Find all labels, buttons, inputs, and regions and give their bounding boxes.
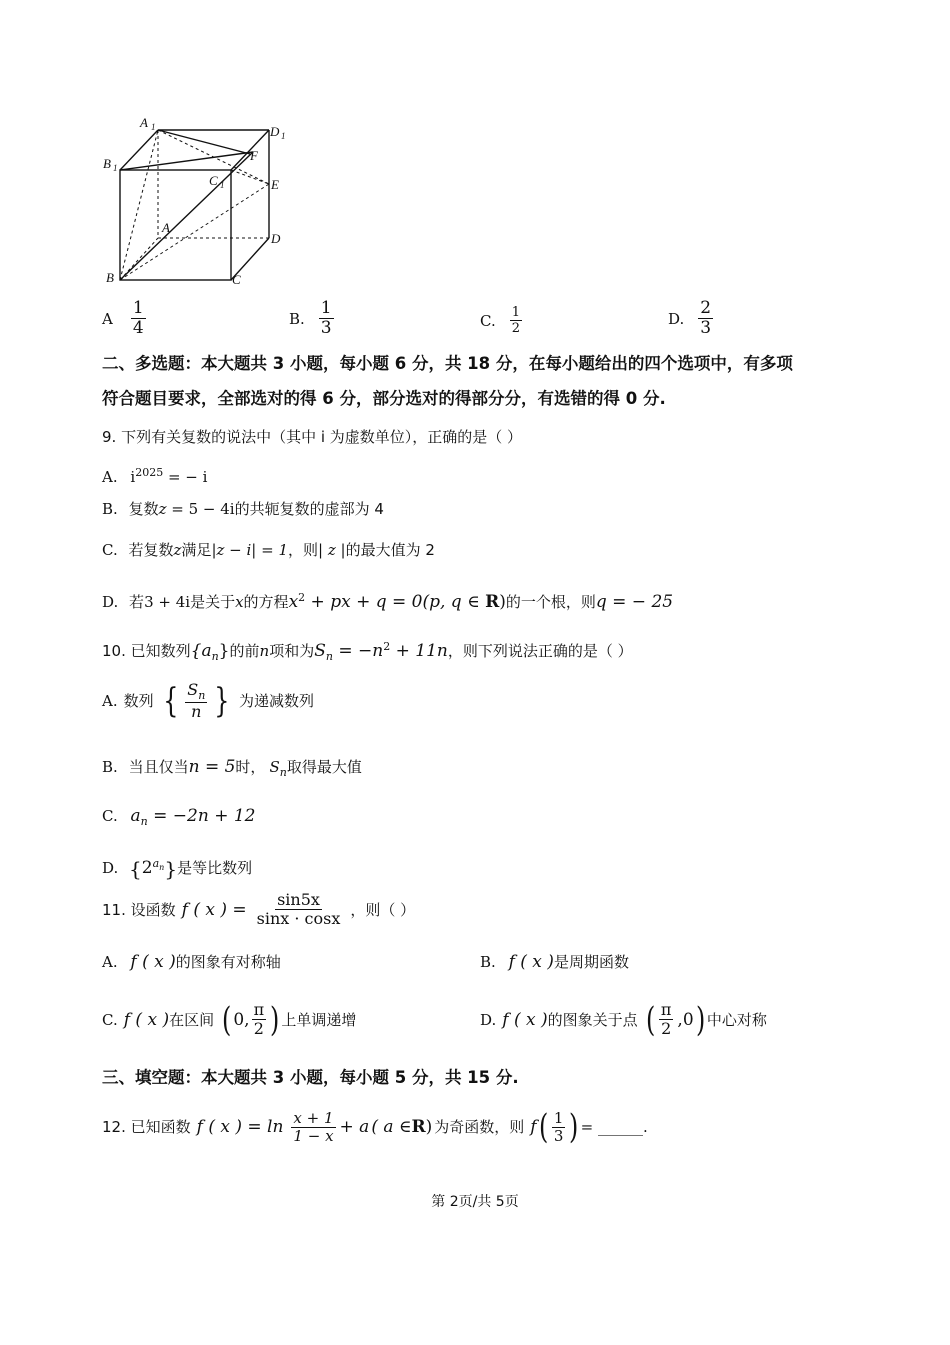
math-fraction: $\frac{1}{3}$ (553, 1108, 564, 1145)
text: 是等比数列 (177, 859, 253, 877)
text: 若 (129, 593, 145, 611)
text: 项和为 (269, 642, 315, 660)
text: 是周期函数 (553, 953, 629, 971)
math-rest: = − i (163, 468, 208, 486)
math-expr: f ( x ) (508, 952, 554, 972)
math-expr: 0, (233, 1009, 250, 1030)
math-sub: n (279, 766, 287, 779)
math-var: f (530, 1117, 537, 1137)
option-label: D. (102, 593, 119, 611)
label-B1-sub: 1 (113, 163, 118, 173)
math-expr: f ( x ) = ln (196, 1117, 284, 1137)
math-expr: f ( x ) (502, 1009, 548, 1030)
q10-option-c[interactable] (102, 806, 255, 832)
q9-stem: 9. 下列有关复数的说法中（其中 i 为虚数单位），正确的是（ ） (102, 428, 523, 446)
math-expr: + 11n (390, 641, 448, 661)
section2-line1: 二、多选题：本大题共 3 小题，每小题 6 分，共 18 分，在每小题给出的四个选项中，有多项 (102, 354, 793, 373)
option-label: B. (289, 309, 305, 328)
math-base: i (130, 468, 136, 486)
math-base: 2 (141, 858, 153, 878)
q11-option-c[interactable]: C. f ( x ) 在区间 ( 0, $\frac{\pi}{2}$ ) 上单调递增 (102, 999, 357, 1040)
cube-figure (98, 112, 298, 290)
text: 在区间 (169, 1010, 215, 1029)
label-D: D (271, 231, 281, 246)
text: 10. 已知数列 (102, 642, 191, 660)
q11-option-d[interactable]: D. f ( x ) 的图象关于点 ( $\frac{\pi}{2}$ ,0 ) 中心对称 (480, 999, 767, 1040)
label-F: F (250, 148, 258, 163)
math-expr: } (218, 641, 230, 661)
math-expr: ) (425, 1117, 433, 1137)
section2-line2: 符合题目要求，全部选对的得 6 分，部分选对的得部分分，有选错的得 0 分. (102, 389, 666, 408)
q12-stem: 12. 已知函数 f ( x ) = ln $\frac{x + 1}{1 - x}$ + a ( a ∈ R ) 为奇函数，则 f ( $\frac{1}{3}$ ) = ______. (102, 1107, 648, 1147)
option-label: B. (480, 953, 496, 971)
text: 满足 (181, 541, 212, 559)
math-expr: |z − i| = 1 (211, 541, 288, 559)
label-B: B (106, 270, 114, 285)
math-var: S (314, 641, 326, 661)
label-A1: A (140, 115, 148, 130)
math-exponent: a (152, 857, 160, 870)
math-expr: 3 + 4i (144, 593, 191, 611)
math-expr: = −2n + 12 (147, 806, 256, 826)
answer-blank[interactable]: = ______. (580, 1118, 648, 1136)
text: 的最大值为 2 (345, 541, 435, 559)
option-label: A. (102, 953, 118, 971)
page-footer: 第 2页/共 5页 (431, 1194, 519, 1210)
math-var: S (269, 758, 280, 776)
math-expr: | z | (318, 541, 346, 559)
q10-option-a[interactable]: A. 数列 { $\frac{S_n}{n}$ } 为递减数列 (102, 680, 314, 722)
label-B1: B (103, 156, 111, 171)
section3-title: 三、填空题：本大题共 3 小题，每小题 5 分，共 15 分. (102, 1068, 519, 1087)
math-var: a (130, 806, 141, 826)
math-exponent: 2 (298, 591, 306, 604)
math-var: x (288, 592, 299, 612)
text: 的图象有对称轴 (175, 953, 281, 971)
q9-option-b[interactable] (102, 499, 384, 519)
math-exponent: 2 (383, 640, 391, 653)
text: 取得最大值 (286, 758, 362, 776)
option-label: A. (102, 468, 118, 486)
option-fraction: $\frac{1}{4}$ (132, 298, 144, 338)
label-A1-sub: 1 (151, 122, 156, 132)
math-expr: = 5 − 4i (166, 500, 235, 518)
math-sub: n (140, 815, 148, 828)
math-expr: ) (499, 592, 506, 612)
label-D1-sub: 1 (281, 131, 286, 141)
math-var: z (173, 541, 182, 559)
math-expr: + a (339, 1117, 370, 1137)
math-expr: = −n (332, 641, 384, 661)
label-C1-sub: 1 (220, 180, 225, 190)
text: ，则（ ） (350, 900, 416, 919)
q11-stem (102, 892, 415, 927)
math-fraction: $\frac{S_n}{n}$ (187, 680, 206, 722)
math-set: R (411, 1117, 426, 1137)
q8-option-a[interactable] (102, 300, 148, 337)
text: 为奇函数，则 (434, 1118, 525, 1136)
label-A: A (162, 220, 170, 235)
text: 的方程 (243, 593, 289, 611)
option-label: C. (102, 541, 118, 559)
math-set: R (485, 592, 500, 612)
option-label: D. (102, 859, 119, 877)
text: ，则下列说法正确的是（ ） (447, 642, 633, 660)
math-exponent: 2025 (135, 466, 164, 479)
option-fraction: $\frac{1}{3}$ (320, 298, 332, 338)
text: 上单调递增 (281, 1010, 357, 1029)
math-expr: n = 5 (188, 757, 236, 777)
math-var: n (259, 642, 270, 660)
text: 的前 (229, 642, 260, 660)
math-fraction: $\frac{x + 1}{1 - x}$ (293, 1108, 334, 1145)
text: 的图象关于点 (547, 1010, 638, 1029)
text: 11. 设函数 (102, 900, 176, 919)
text: 12. 已知函数 (102, 1118, 191, 1136)
math-sub: n (325, 650, 333, 663)
math-var: x (235, 593, 244, 611)
option-label: C. (102, 1010, 118, 1029)
option-label: D. (480, 1010, 497, 1029)
text: 当且仅当 (128, 758, 189, 776)
label-D1: D (270, 124, 280, 139)
q10-option-d[interactable]: D. $\{2^{a_n}\}$是等比数列 (102, 857, 253, 881)
option-label: B. (102, 500, 118, 518)
option-fraction: $\frac{2}{3}$ (700, 298, 712, 338)
math-expr: f ( x ) (130, 952, 176, 972)
text: 数列 (123, 692, 154, 711)
text: 复数 (128, 500, 159, 518)
math-expr: ( a ∈ (371, 1117, 412, 1137)
math-fraction: $\frac{\pi}{2}$ (253, 1000, 265, 1038)
text: 若复数 (128, 541, 174, 559)
q11-option-a[interactable] (102, 952, 281, 972)
math-expr: f ( x ) = (181, 899, 247, 920)
option-label: A. (102, 692, 118, 711)
option-label: D. (668, 309, 685, 328)
option-label: A (102, 309, 113, 328)
label-C: C (232, 272, 241, 287)
text: 是关于 (190, 593, 236, 611)
text: 为递减数列 (238, 692, 314, 711)
math-expr: + px + q = 0(p, q ∈ (305, 592, 486, 612)
text: 时， (235, 758, 266, 776)
math-sub: n (159, 863, 165, 873)
q10-option-b[interactable] (102, 757, 362, 783)
math-fraction: $\frac{\sin 5x}{\sin x \cdot \cos x}$ (256, 890, 341, 928)
q11-option-b[interactable] (480, 952, 629, 972)
q8-option-d[interactable] (668, 300, 715, 337)
option-fraction: $\frac{1}{2}$ (511, 305, 520, 336)
text: ，则 (288, 541, 319, 559)
text: 的共轭复数的虚部为 4 (234, 500, 384, 518)
math-sub: n (211, 650, 219, 663)
math-var: z (158, 500, 167, 518)
option-label: C. (102, 807, 118, 825)
math-expr: q = − 25 (595, 592, 674, 612)
math-fraction: $\frac{\pi}{2}$ (660, 1000, 672, 1038)
text: 中心对称 (706, 1010, 767, 1029)
option-label: C. (480, 311, 496, 330)
label-C1: C (209, 173, 218, 188)
text: 的一个根，则 (505, 593, 596, 611)
option-label: B. (102, 758, 118, 776)
q9-option-c[interactable] (102, 540, 435, 560)
math-expr: {a (190, 641, 212, 661)
q9-option-d[interactable] (102, 588, 673, 612)
q8-option-c[interactable] (480, 306, 524, 335)
label-E: E (271, 177, 279, 192)
q10-stem (102, 637, 633, 667)
q9-option-a[interactable] (102, 463, 207, 487)
q8-option-b[interactable] (289, 300, 336, 337)
math-expr: f ( x ) (123, 1009, 170, 1030)
math-expr: ,0 (677, 1009, 694, 1030)
